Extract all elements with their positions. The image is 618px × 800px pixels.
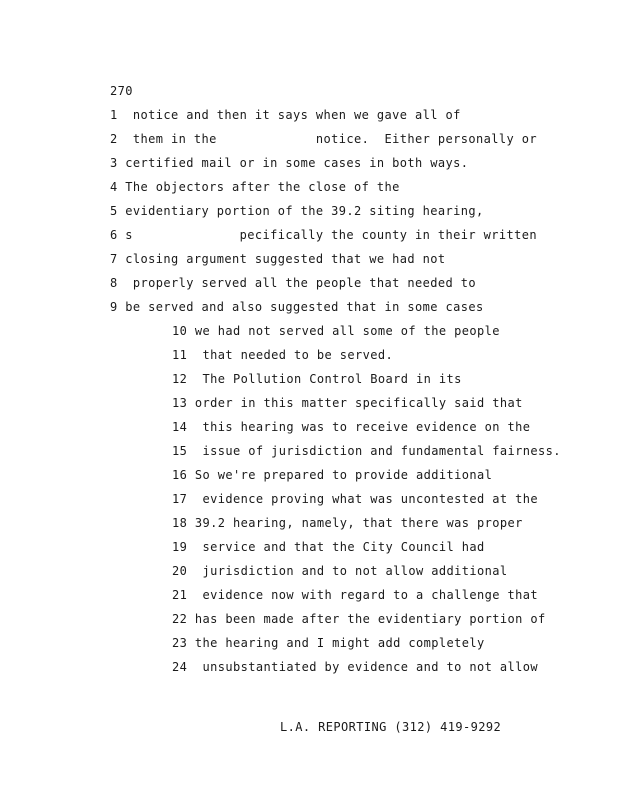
transcript-line: 20 jurisdiction and to not allow additional: [172, 564, 508, 578]
transcript-line: 10 we had not served all some of the people: [172, 324, 500, 338]
transcript-line: 9 be served and also suggested that in some cases: [110, 300, 484, 314]
transcript-line: 1 notice and then it says when we gave all of: [110, 108, 461, 122]
transcript-line: 21 evidence now with regard to a challenge that: [172, 588, 538, 602]
transcript-line: 15 issue of jurisdiction and fundamental fairness.: [172, 444, 561, 458]
transcript-line: 23 the hearing and I might add completely: [172, 636, 485, 650]
transcript-line: 3 certified mail or in some cases in both ways.: [110, 156, 469, 170]
transcript-line: 11 that needed to be served.: [172, 348, 394, 362]
page-number: 270: [110, 84, 133, 98]
transcript-line: 12 The Pollution Control Board in its: [172, 372, 462, 386]
transcript-line: 19 service and that the City Council had: [172, 540, 485, 554]
transcript-line: 5 evidentiary portion of the 39.2 siting hearing,: [110, 204, 484, 218]
transcript-line: 13 order in this matter specifically said that: [172, 396, 523, 410]
transcript-line: 24 unsubstantiated by evidence and to not allow: [172, 660, 538, 674]
transcript-line: 7 closing argument suggested that we had not: [110, 252, 446, 266]
transcript-line: 8 properly served all the people that needed to: [110, 276, 476, 290]
transcript-line: 18 39.2 hearing, namely, that there was proper: [172, 516, 523, 530]
transcript-line: 4 The objectors after the close of the: [110, 180, 400, 194]
transcript-line: 14 this hearing was to receive evidence on the: [172, 420, 531, 434]
reporter-footer: L.A. REPORTING (312) 419-9292: [280, 720, 502, 734]
transcript-line: 2 them in the notice. Either personally or: [110, 132, 537, 146]
transcript-line: 6 s pecifically the county in their written: [110, 228, 537, 242]
transcript-line: 22 has been made after the evidentiary portion of: [172, 612, 546, 626]
transcript-line: 17 evidence proving what was uncontested at the: [172, 492, 538, 506]
transcript-line: 16 So we're prepared to provide additional: [172, 468, 493, 482]
